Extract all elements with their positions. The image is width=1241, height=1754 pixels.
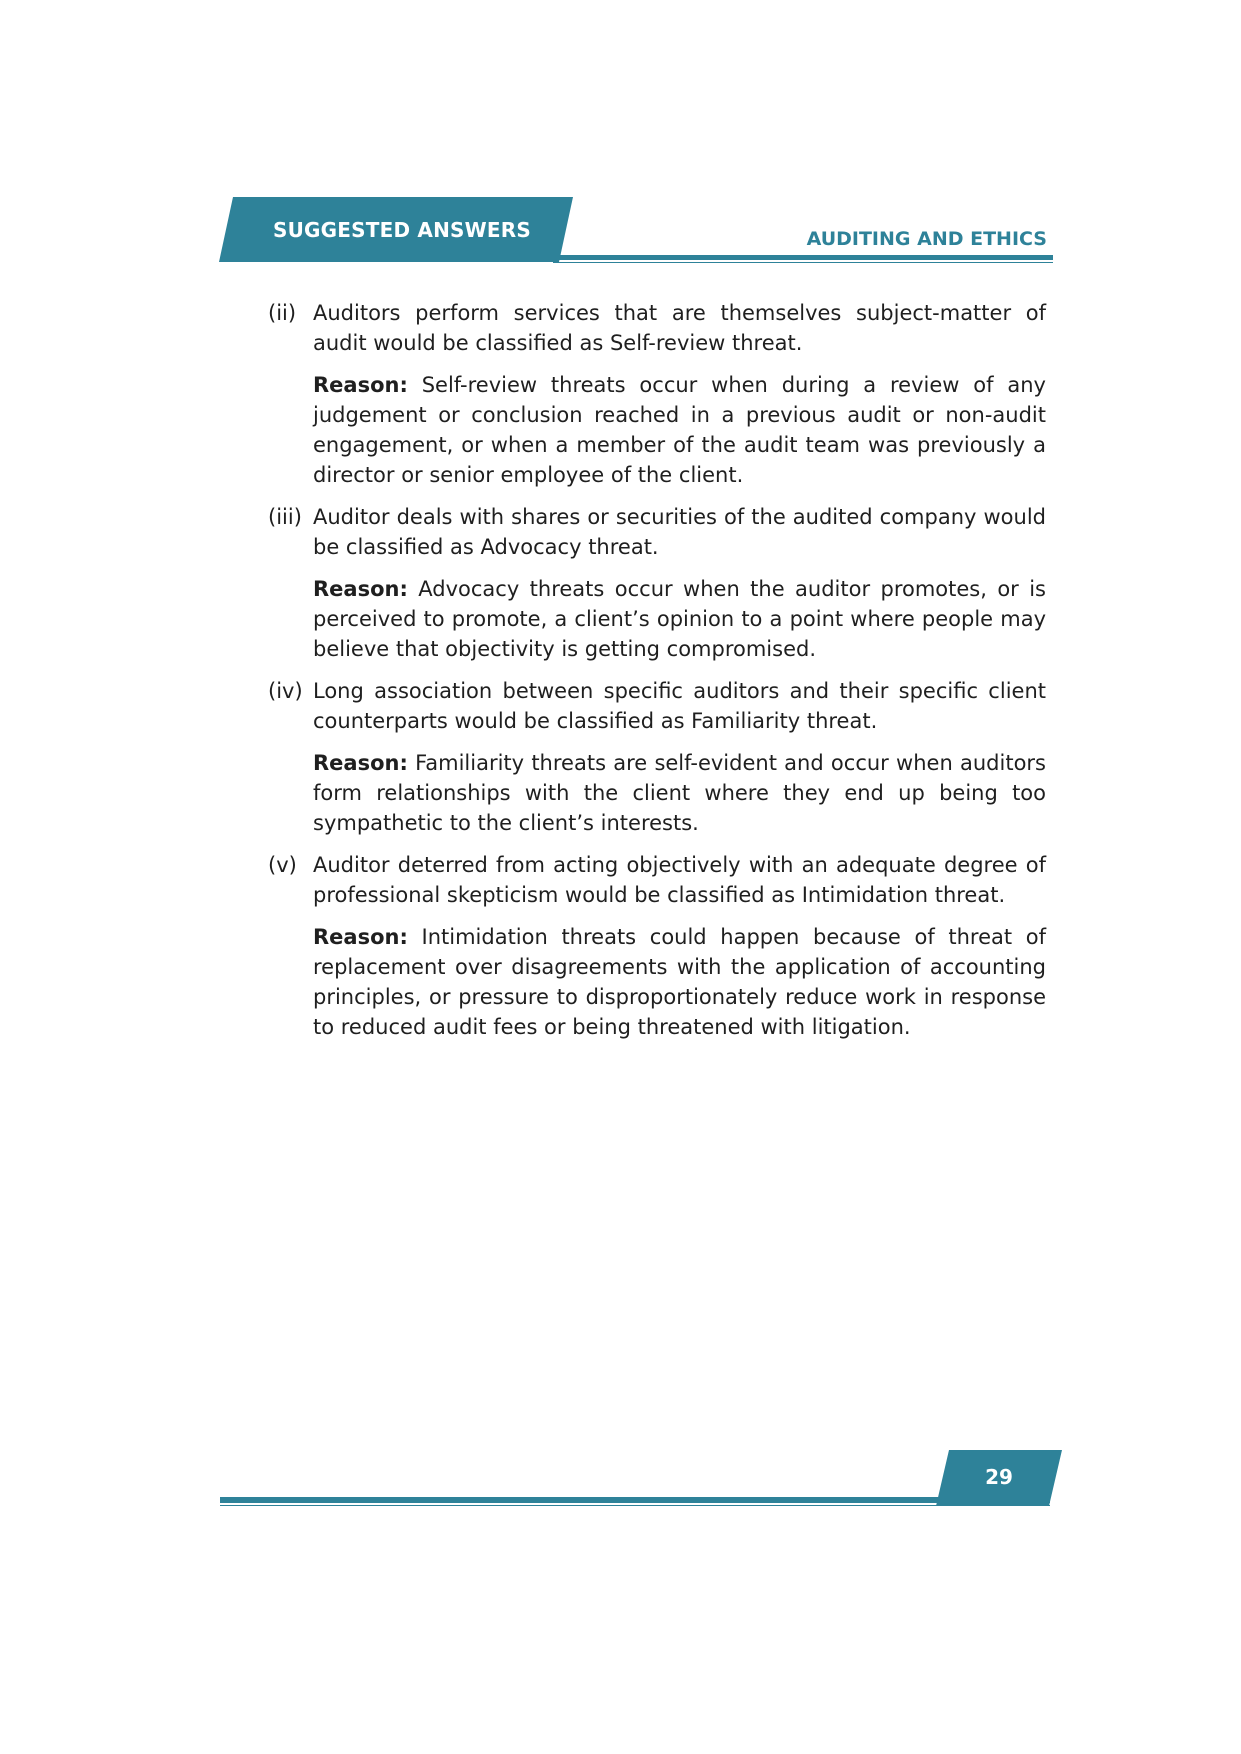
answer-item xyxy=(268,298,1046,490)
reason-text: Self-review threats occur when during a review of any judgement or conclusion reached in a previous audit or non-audit engagement, or when a member of the audit team was previously a director or senior employee of the client. xyxy=(313,373,1046,487)
reason-label: Reason: xyxy=(313,925,408,949)
item-number: (v) xyxy=(268,853,297,877)
item-body xyxy=(313,850,1046,1042)
item-body xyxy=(313,298,1046,490)
reason-text: Advocacy threats occur when the auditor promotes, or is perceived to promote, a client’s opinion to a point where people may believe that objectivity is getting compromised. xyxy=(313,577,1046,661)
subject-title: AUDITING AND ETHICS xyxy=(806,228,1047,250)
section-header-tab xyxy=(219,197,573,262)
answer-item xyxy=(268,502,1046,664)
item-reason xyxy=(313,748,1046,838)
item-reason xyxy=(313,370,1046,490)
header-rule xyxy=(553,255,1053,260)
reason-text: Familiarity threats are self-evident and occur when auditors form relationships with the client where they end up being too sympathetic to the client’s interests. xyxy=(313,751,1046,835)
item-statement: Auditors perform services that are themselves subject-matter of audit would be classified as Self-review threat. xyxy=(313,301,1046,355)
reason-text: Intimidation threats could happen because of threat of replacement over disagreements with the application of accounting principles, or pressure to disproportionately reduce work in response to reduced audit fees or being threatened with litigation. xyxy=(313,925,1046,1039)
item-reason xyxy=(313,574,1046,664)
item-number: (iv) xyxy=(268,679,303,703)
footer-rule xyxy=(220,1497,1050,1503)
item-body xyxy=(313,502,1046,664)
page-number: 29 xyxy=(985,1465,1013,1489)
item-number: (iii) xyxy=(268,505,302,529)
reason-label: Reason: xyxy=(313,577,408,601)
section-label: SUGGESTED ANSWERS xyxy=(273,218,531,242)
page-number-tab xyxy=(936,1450,1062,1506)
item-reason xyxy=(313,922,1046,1042)
answer-item xyxy=(268,676,1046,838)
item-statement: Long association between specific auditors and their specific client counterparts would be classified as Familiarity threat. xyxy=(313,679,1046,733)
header-rule-thin xyxy=(553,262,1053,263)
answer-content xyxy=(268,298,1046,1054)
item-statement: Auditor deals with shares or securities of the audited company would be classified as Advocacy threat. xyxy=(313,505,1046,559)
reason-label: Reason: xyxy=(313,373,408,397)
item-body xyxy=(313,676,1046,838)
item-number: (ii) xyxy=(268,301,297,325)
answer-item xyxy=(268,850,1046,1042)
footer-rule-thin xyxy=(220,1505,1050,1506)
reason-label: Reason: xyxy=(313,751,408,775)
item-statement: Auditor deterred from acting objectively with an adequate degree of professional skepticism would be classified as Intimidation threat. xyxy=(313,853,1046,907)
